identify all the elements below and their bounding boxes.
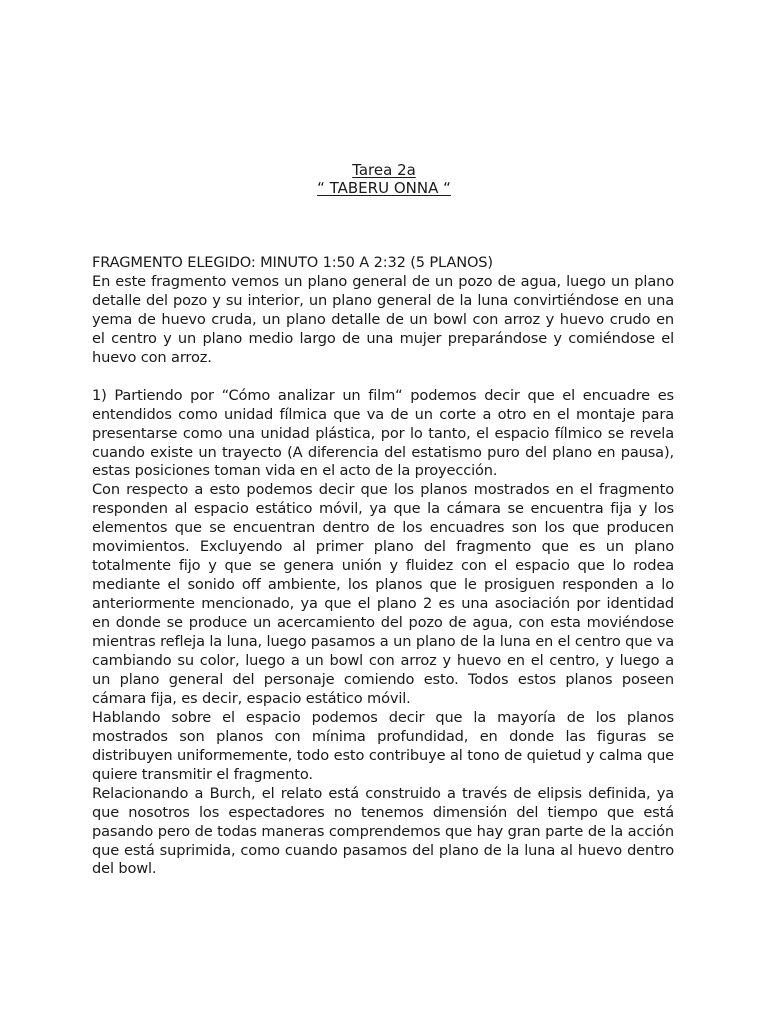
title-block	[0, 161, 768, 197]
section-heading: FRAGMENTO ELEGIDO: MINUTO 1:50 A 2:32 (5 PLANOS)	[92, 254, 493, 271]
document-body	[92, 254, 674, 879]
paragraph-analysis-2: Con respecto a esto podemos decir que los planos mostrados en el fragmento responden al espacio estático móvil, ya que la cámara se encuentra fija y los elementos que se encuentran dentro de los encuadres son los que producen movimientos. Excluyendo al primer plano del fragmento que es un plano totalmente fijo y que se genera unión y fluidez con el espacio que lo rodea mediante el sonido off ambiente, los planos que le prosiguen responden a lo anteriormente mencionado, ya que el plano 2 es una asociación por identidad en donde se produce un acercamiento del pozo de agua, con esta moviéndose mientras refleja la luna, luego pasamos a un plano de la luna en el centro que va cambiando su color, luego a un bowl con arroz y huevo en el centro, y luego a un plano general del personaje comiendo esto. Todos estos planos poseen cámara fija, es decir, espacio estático móvil.	[92, 481, 674, 707]
paragraph-spacer	[92, 368, 674, 387]
paragraph-analysis-3: Hablando sobre el espacio podemos decir que la mayoría de los planos mostrados son planos con mínima profundidad, en donde las figuras se distribuyen uniformemente, todo esto contribuye al tono de quietud y calma que quiere transmitir el fragmento.	[92, 708, 674, 783]
paragraph-analysis-1: 1) Partiendo por “Cómo analizar un film“ podemos decir que el encuadre es entendidos como unidad fílmica que va de un corte a otro en el montaje para presentarse como una unidad plástica, por lo tanto, el espacio fílmico se revela cuando existe un trayecto (A diferencia del estatismo puro del plano en pausa), estas posiciones toman vida en el acto de la proyección.	[92, 386, 674, 480]
document-title: Tarea 2a	[352, 161, 416, 179]
document-subtitle: “ TABERU ONNA “	[317, 179, 451, 197]
paragraph-summary: En este fragmento vemos un plano general de un pozo de agua, luego un plano detalle del pozo y su interior, un plano general de la luna convirtiéndose en una yema de huevo cruda, un plano detalle de un bowl con arroz y huevo crudo en el centro y un plano medio largo de una mujer preparándose y comiéndose el huevo con arroz.	[92, 272, 674, 366]
paragraph-analysis-4: Relacionando a Burch, el relato está construido a través de elipsis definida, ya que nosotros los espectadores no tenemos dimensión del tiempo que está pasando pero de todas maneras comprendemos que hay gran parte de la acción que está suprimida, como cuando pasamos del plano de la luna al huevo dentro del bowl.	[92, 784, 674, 878]
